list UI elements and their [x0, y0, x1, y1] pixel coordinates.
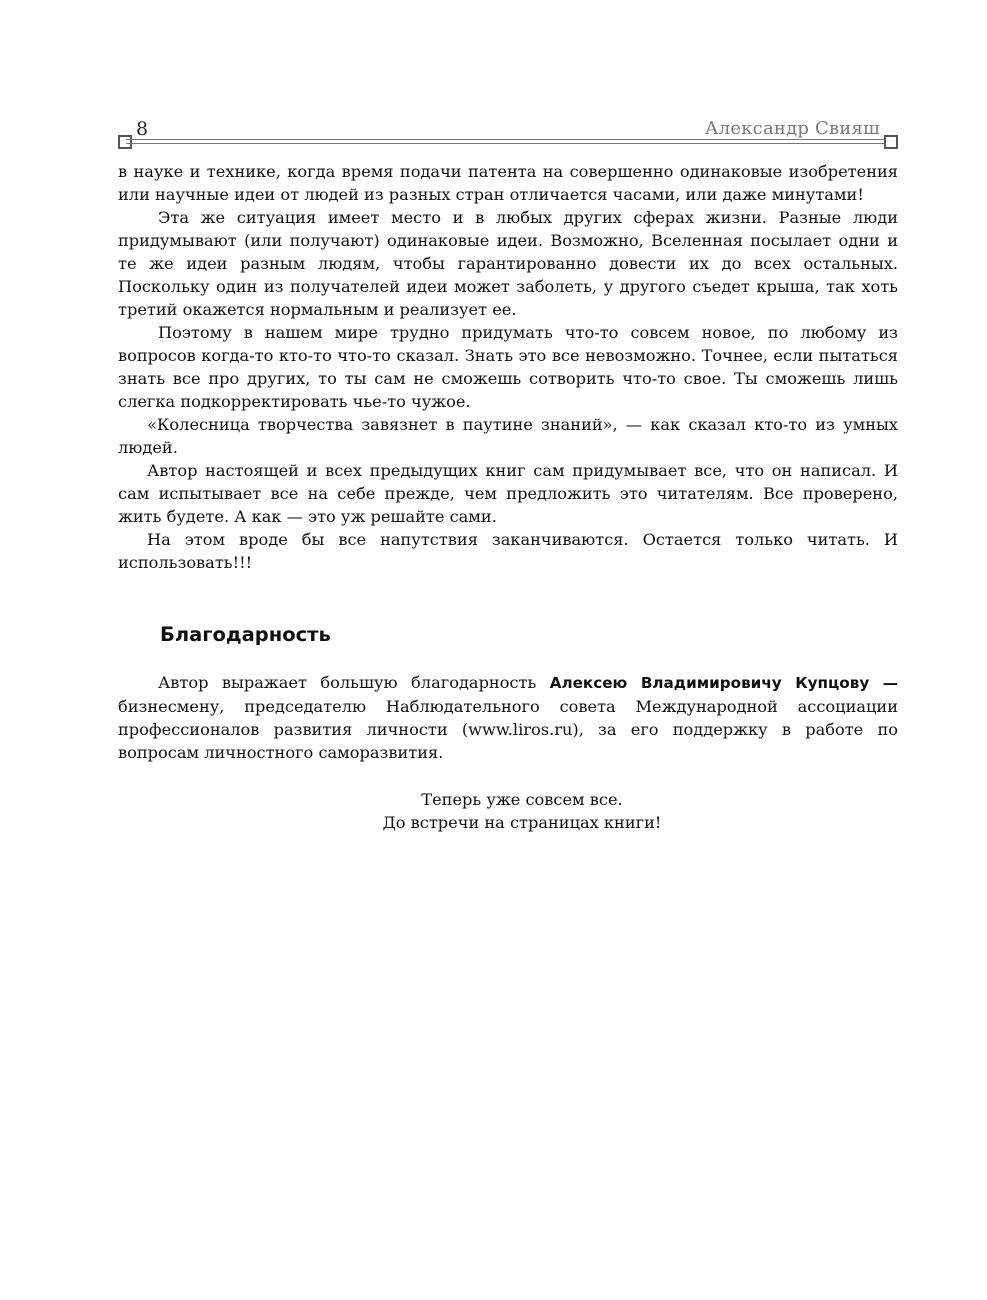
- page-number: 8: [136, 118, 149, 140]
- author-name: Александр Свияш: [704, 118, 880, 139]
- acknowledgement-title: Благодарность: [160, 623, 331, 646]
- paragraph-quote: «Колесница творчества завязнет в паутине знаний», — как сказал кто-то из умных людей.: [118, 415, 898, 457]
- acknowledgement-paragraph: [118, 671, 898, 764]
- acknowledged-person: Алексею Владимировичу Купцову —: [549, 674, 898, 692]
- paragraph-new-ideas: Поэтому в нашем мире трудно придумать что-то совсем новое, по любому из вопросов когда-то кто-то что-то сказал. Знать это все невозможно. Точнее, если пытаться знать все про других, то ты сам не сможешь сотворить что-то свое. Ты сможешь лишь слегка подкорректировать чье-то чужое.: [118, 323, 898, 411]
- paragraph-author-books: Автор настоящей и всех предыдущих книг сам придумывает все, что он написал. И сам испытывает все на себе прежде, чем предложить это читателям. Все проверено, жить будете. А как — это уж решайте сами.: [118, 461, 898, 526]
- closing-line-2: До встречи на страницах книги!: [382, 813, 662, 832]
- closing-lines: [118, 788, 926, 834]
- page-header: [118, 116, 898, 150]
- acknowledgement-rest: бизнесмену, председателю Наблюдательного совета Международной ассоциации профессионалов развития личности (www.liros.ru), за его поддержку в работе по вопросам личностного саморазвития.: [118, 697, 898, 762]
- paragraph-final-guidance: На этом вроде бы все напутствия заканчиваются. Остается только читать. И использовать!!!: [118, 530, 898, 572]
- right-corner-ornament: [884, 135, 898, 149]
- acknowledgement-intro: Автор выражает большую благодарность: [158, 673, 550, 692]
- book-text: [118, 160, 898, 574]
- paragraph-continuation: в науке и технике, когда время подачи патента на совершенно одинаковые изобретения или научные идеи от людей из разных стран отличается часами, или даже минутами!: [118, 162, 898, 204]
- paragraph-ideas: Эта же ситуация имеет место и в любых других сферах жизни. Разные люди придумывают (или получают) одинаковые идеи. Возможно, Вселенная посылает одни и те же идеи разным людям, чтобы гарантированно довести их до всех остальных. Поскольку один из получателей идеи может заболеть, у другого съедет крыша, так хоть третий окажется нормальным и реализует ее.: [118, 208, 898, 319]
- header-rule: [126, 139, 890, 144]
- closing-line-1: Теперь уже совсем все.: [421, 790, 623, 809]
